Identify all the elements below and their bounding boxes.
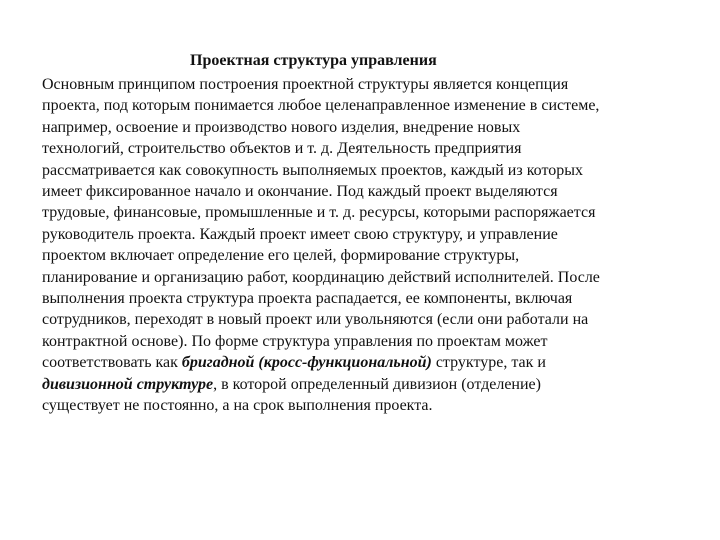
body-line: сотрудников, переходят в новый проект или увольняются (если они работали на <box>42 311 589 329</box>
body-line <box>42 352 706 373</box>
body-line <box>42 374 706 395</box>
body-line: контрактной основе). По форме структура управления по проектам может <box>42 332 548 350</box>
body-line: проекта, под которым понимается любое целенаправленное изменение в системе, <box>42 97 600 115</box>
body-text-segment: , в которой определенный дивизион (отделение) <box>213 375 541 393</box>
body-line: рассматривается как совокупность выполняемых проектов, каждый из которых <box>42 161 583 179</box>
body-line: технологий, строительство объектов и т. д. Деятельность предприятия <box>42 140 522 158</box>
body-line: планирование и организацию работ, координацию действий исполнителей. После <box>42 268 600 286</box>
emphasis-divisional-structure: дивизионной структуре <box>42 375 214 393</box>
body-text-segment: соответствовать как <box>42 354 182 372</box>
body-text-segment: структуре, так и <box>431 354 546 372</box>
body-line: выполнения проекта структура проекта распадается, ее компоненты, включая <box>42 290 573 308</box>
body-line: существует не постоянно, а на срок выполнения проекта. <box>42 397 433 415</box>
body-line: руководитель проекта. Каждый проект имеет свою структуру, и управление <box>42 225 558 243</box>
body-line: проектом включает определение его целей, формирование структуры, <box>42 247 520 265</box>
body-line: имеет фиксированное начало и окончание. Под каждый проект выделяются <box>42 183 558 201</box>
body-line: Основным принципом построения проектной структуры является концепция <box>42 76 569 93</box>
page-title: Проектная структура управления <box>190 52 437 69</box>
emphasis-brigade-structure: бригадной (кросс-функциональной) <box>181 354 432 372</box>
body-line: например, освоение и производство нового изделия, внедрение новых <box>42 118 521 136</box>
body-line: трудовые, финансовые, промышленные и т. д. ресурсы, которыми распоряжается <box>42 204 596 222</box>
body-paragraph <box>42 74 706 417</box>
